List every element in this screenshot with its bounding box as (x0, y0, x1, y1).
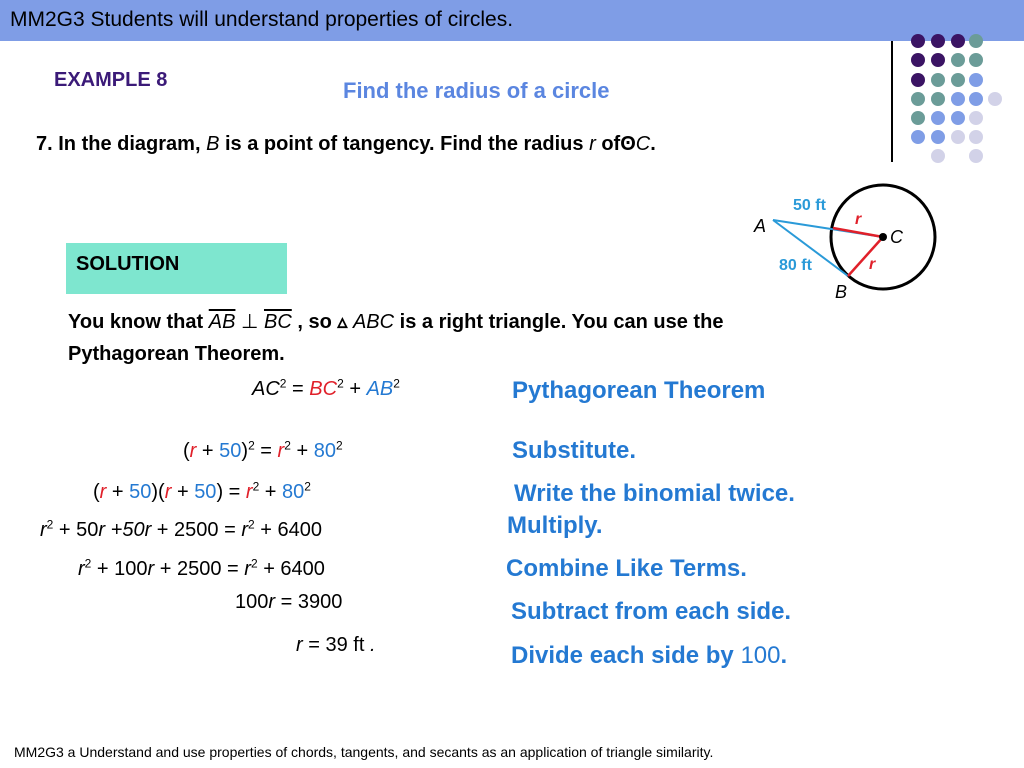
eq4-exp-2: 2 (247, 517, 255, 532)
decor-dot (951, 53, 965, 67)
eq3-80: 80 (282, 481, 305, 503)
eq2-exp-2: 2 (284, 438, 291, 453)
explanation-p3: is a right triangle. You can use the (399, 311, 724, 333)
eq5-t2: + 2500 = (154, 558, 245, 580)
explanation-p2: , so (297, 311, 332, 333)
decor-dot (931, 73, 945, 87)
eq4-t2: +50 (105, 519, 145, 541)
question-point-b: B (206, 133, 220, 155)
decor-dot (969, 92, 983, 106)
eq4-t1: + 50 (53, 519, 99, 541)
eq6-r: r (268, 591, 276, 613)
step-substitute: Substitute. (512, 437, 636, 464)
eq2-close: ) (241, 440, 249, 462)
eq5-t1: + 100 (91, 558, 148, 580)
decor-dot (931, 111, 945, 125)
decor-dot (951, 34, 965, 48)
label-50ft: 50 ft (793, 197, 826, 214)
question-period: . (650, 133, 656, 155)
header-bar (0, 0, 1024, 41)
equation-5 (78, 558, 325, 581)
label-r-top: r (855, 211, 862, 228)
decor-dot (969, 111, 983, 125)
footer-standard: MM2G3 a Understand and use properties of chords, tangents, and secants as an application of triangle similarity. (14, 744, 714, 760)
decor-dot (951, 130, 965, 144)
eq4-exp-1: 2 (46, 517, 54, 532)
step-subtract: Subtract from each side. (511, 598, 792, 625)
solution-box (66, 243, 287, 294)
label-c: C (890, 227, 903, 247)
eq3-mid: )( (151, 481, 165, 503)
eq3-r-2: r (164, 481, 172, 503)
eq7-r: r (296, 634, 303, 656)
decor-dot (988, 92, 1002, 106)
step-divide-number: 100 (740, 642, 781, 669)
eq5-r-2: r (147, 558, 155, 580)
decor-dot (951, 92, 965, 106)
eq3-50-1: 50 (129, 481, 152, 503)
decor-dot (931, 34, 945, 48)
equation-1 (252, 378, 400, 401)
eq3-exp-1: 2 (252, 479, 260, 494)
decor-dot (911, 111, 925, 125)
question-c: C (635, 133, 651, 155)
triangle-symbol: ▵ (337, 311, 348, 333)
decor-dot (969, 130, 983, 144)
eq2-80: 80 (313, 440, 336, 462)
eq5-t3: + 6400 (257, 558, 325, 580)
eq3-open: ( (93, 481, 100, 503)
decor-dot (969, 73, 983, 87)
eq1-eq: = (286, 378, 310, 400)
eq1-exp-1: 2 (279, 376, 287, 391)
question-text (36, 133, 656, 156)
eq2-exp-1: 2 (248, 438, 255, 453)
eq5-exp-2: 2 (250, 556, 258, 571)
decor-dot (911, 53, 925, 67)
equation-4 (40, 519, 322, 542)
triangle-name: ABC (352, 311, 395, 333)
label-b: B (835, 282, 848, 302)
eq5-r-3: r (244, 558, 251, 580)
eq2-50: 50 (219, 440, 242, 462)
decor-dot (931, 149, 945, 163)
explanation-line-1 (68, 309, 723, 334)
solution-label: SOLUTION (76, 253, 180, 275)
explanation-p1: You know that (68, 311, 204, 333)
eq4-t3: + 2500 = (151, 519, 242, 541)
decorative-vertical-line (891, 41, 893, 162)
eq4-r-3: r (144, 519, 152, 541)
eq2-r: r (189, 440, 197, 462)
eq4-r-2: r (98, 519, 106, 541)
center-point (879, 233, 887, 241)
eq3-r-3: r (245, 481, 253, 503)
eq2-open: ( (183, 440, 190, 462)
slide-subtitle: Find the radius of a circle (343, 78, 610, 103)
eq2-eq: = (254, 440, 278, 462)
eq1-plus: + (343, 378, 367, 400)
question-r: r (589, 133, 596, 155)
example-label: EXAMPLE 8 (54, 69, 168, 91)
decor-dot (911, 130, 925, 144)
eq6-100: 100 (235, 591, 269, 613)
eq3-50-2: 50 (194, 481, 217, 503)
decor-dot (911, 34, 925, 48)
equation-6 (235, 591, 342, 614)
eq1-bc: BC (309, 378, 338, 400)
decor-dot (931, 53, 945, 67)
decor-dot (969, 149, 983, 163)
step-binomial: Write the binomial twice. (514, 480, 795, 507)
question-part1: In the diagram, (58, 133, 201, 155)
eq3-plus-2: + (171, 481, 195, 503)
eq1-exp-2: 2 (337, 376, 344, 391)
explanation-line-2: Pythagorean Theorem. (68, 343, 285, 365)
eq7-t1: = 39 ft (302, 634, 370, 656)
decor-dot (931, 130, 945, 144)
eq2-r2: r (277, 440, 285, 462)
eq3-close: ) = (216, 481, 246, 503)
label-80ft: 80 ft (779, 257, 812, 274)
tangent-circle-diagram (745, 180, 975, 305)
segment-bc-text: $\overline{BC}$ (263, 311, 292, 333)
decor-dot (931, 92, 945, 106)
perpendicular-symbol: ⊥ (241, 311, 259, 333)
step-combine: Combine Like Terms. (506, 555, 747, 582)
circle-symbol: ʘ (620, 133, 636, 155)
decor-dot (951, 111, 965, 125)
question-number: 7. (36, 133, 53, 155)
eq3-exp-2: 2 (304, 479, 311, 494)
eq4-r-4: r (241, 519, 248, 541)
eq7-dot: . (369, 634, 376, 656)
eq1-exp-3: 2 (393, 376, 400, 391)
eq6-t1: = 3900 (275, 591, 343, 613)
question-part3: of (601, 133, 621, 155)
label-r-bottom: r (869, 256, 876, 273)
step-pythagorean: Pythagorean Theorem (512, 377, 766, 404)
step-divide (511, 642, 787, 670)
radius-line-2 (848, 237, 883, 276)
eq3-r-1: r (99, 481, 107, 503)
eq2-plus50: + (196, 440, 220, 462)
eq3-plus-1: + (106, 481, 130, 503)
equation-7 (296, 634, 376, 657)
eq4-r-1: r (40, 519, 47, 541)
eq5-r-1: r (78, 558, 85, 580)
step-divide-text: Divide each side by (511, 642, 741, 669)
segment-ab-text: $\overline{AB}$ (208, 311, 236, 333)
decor-dot (969, 53, 983, 67)
decor-dot (969, 34, 983, 48)
decor-dot (911, 73, 925, 87)
eq4-t4: + 6400 (254, 519, 322, 541)
eq1-ac: AC (252, 378, 280, 400)
eq1-ab: AB (366, 378, 394, 400)
equation-3 (93, 481, 311, 504)
decor-dot (911, 92, 925, 106)
eq3-plus-3: + (259, 481, 283, 503)
label-a: A (754, 216, 767, 236)
step-divide-period: . (780, 642, 788, 669)
eq2-exp-3: 2 (335, 438, 343, 453)
step-multiply: Multiply. (507, 512, 603, 539)
radius-line-1 (833, 228, 883, 237)
equation-2 (183, 440, 343, 463)
header-title: MM2G3 Students will understand properties of circles. (10, 8, 514, 31)
decor-dot (951, 73, 965, 87)
eq2-plus: + (290, 440, 314, 462)
eq5-exp-1: 2 (84, 556, 92, 571)
question-part2: is a point of tangency. Find the radius (224, 133, 584, 155)
